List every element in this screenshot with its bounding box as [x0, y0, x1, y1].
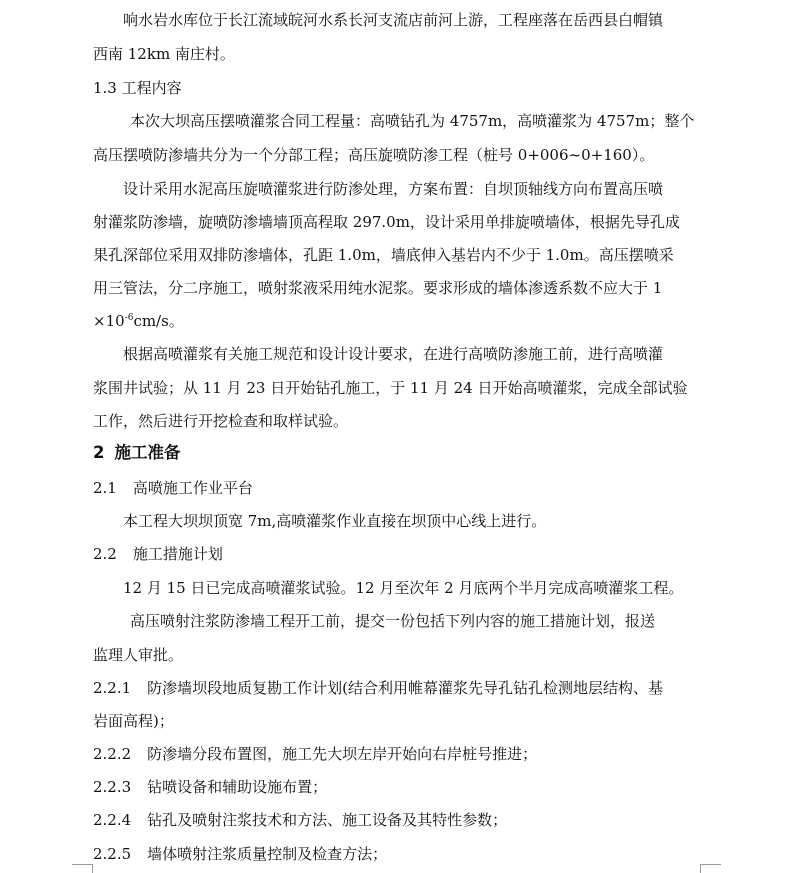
paragraph-line: 响水岩水库位于长江流域皖河水系长河支流店前河上游，工程座落在岳西县白帽镇: [123, 11, 664, 29]
formula-unit: cm/s。: [133, 312, 184, 330]
paragraph-line: 射灌浆防渗墙，旋喷防渗墙墙顶高程取 297.0m，设计采用单排旋喷墙体，根据先导孔成: [93, 213, 680, 231]
item-text: 钻孔及喷射注浆技术和方法、施工设备及其特性参数；: [147, 811, 508, 829]
paragraph-line: 岩面高程)；: [93, 712, 174, 730]
paragraph-line: 高压摆喷防渗墙共分为一个分部工程；高压旋喷防渗工程（桩号 0+006~0+160）。: [93, 146, 655, 164]
item-number: 2.2.3: [93, 778, 132, 796]
paragraph-line: 西南 12km 南庄村。: [93, 45, 235, 63]
section-title: 高喷施工作业平台: [132, 479, 253, 497]
paragraph-line: 浆围井试验；从 11 月 23 日开始钻孔施工，于 11 月 24 日开始高喷灌浆，完成全部试验: [93, 379, 688, 397]
item-number: 2.2.4: [93, 811, 132, 829]
section-title: 施工措施计划: [132, 545, 223, 563]
list-item-2-2-4: [93, 810, 703, 830]
formula-exponent: -6: [124, 313, 134, 323]
paragraph-line: 12 月 15 日已完成高喷灌浆试验。12 月至次年 2 月底两个半月完成高喷灌浆工程。: [123, 579, 684, 597]
section-heading-2-1: [93, 478, 703, 498]
paragraph-line: 本工程大坝坝顶宽 7m,高喷灌浆作业直接在坝顶中心线上进行。: [123, 512, 547, 530]
chapter-number: 2: [93, 443, 105, 462]
paragraph-line: 监理人审批。: [93, 646, 184, 664]
item-text: 防渗墙坝段地质复勘工作计划(结合利用帷幕灌浆先导孔钻孔检测地层结构、基: [147, 679, 664, 697]
item-text: 墙体喷射注浆质量控制及检查方法；: [147, 845, 388, 863]
item-number: 2.2.2: [93, 745, 132, 763]
item-text: 防渗墙分段布置图，施工先大坝左岸开始向右岸桩号推进；: [147, 745, 538, 763]
paragraph-line: 工作，然后进行开挖检查和取样试验。: [93, 412, 349, 430]
paragraph-line: 根据高喷灌浆有关施工规范和设计设计要求，在进行高喷防渗施工前，进行高喷灌: [123, 345, 664, 363]
formula-prefix: ×10: [93, 312, 125, 330]
paragraph-line: 高压喷射注浆防渗墙工程开工前，提交一份包括下列内容的施工措施计划，报送: [130, 612, 656, 630]
paragraph-line: 设计采用水泥高压旋喷灌浆进行防渗处理，方案布置：自坝顶轴线方向布置高压喷: [123, 180, 664, 198]
section-number: 2.2: [93, 545, 117, 563]
section-heading-1-3: 1.3 工程内容: [93, 79, 182, 97]
list-item-2-2-3: [93, 777, 703, 797]
item-text: 钻喷设备和辅助设施布置；: [147, 778, 328, 796]
list-item-2-2-5: [93, 844, 703, 864]
chapter-title: 施工准备: [114, 443, 181, 462]
paragraph-line: 本次大坝高压摆喷灌浆合同工程量：高喷钻孔为 4757m，高喷灌浆为 4757m；整个: [130, 112, 695, 130]
chapter-heading-2: [93, 443, 703, 463]
list-item-2-2-2: [93, 744, 703, 764]
item-number: 2.2.1: [93, 679, 132, 697]
paragraph-line: 果孔深部位采用双排防渗墙体，孔距 1.0m，墙底伸入基岩内不少于 1.0m。高压摆喷采: [93, 246, 674, 264]
paragraph-line: 用三管法，分二序施工，喷射浆液采用纯水泥浆。要求形成的墙体渗透系数不应大于 1: [93, 279, 663, 297]
item-number: 2.2.5: [93, 845, 132, 863]
list-item-2-2-1: [93, 678, 703, 698]
paragraph-line: [93, 311, 703, 331]
section-heading-2-2: [93, 544, 703, 564]
section-number: 2.1: [93, 479, 117, 497]
